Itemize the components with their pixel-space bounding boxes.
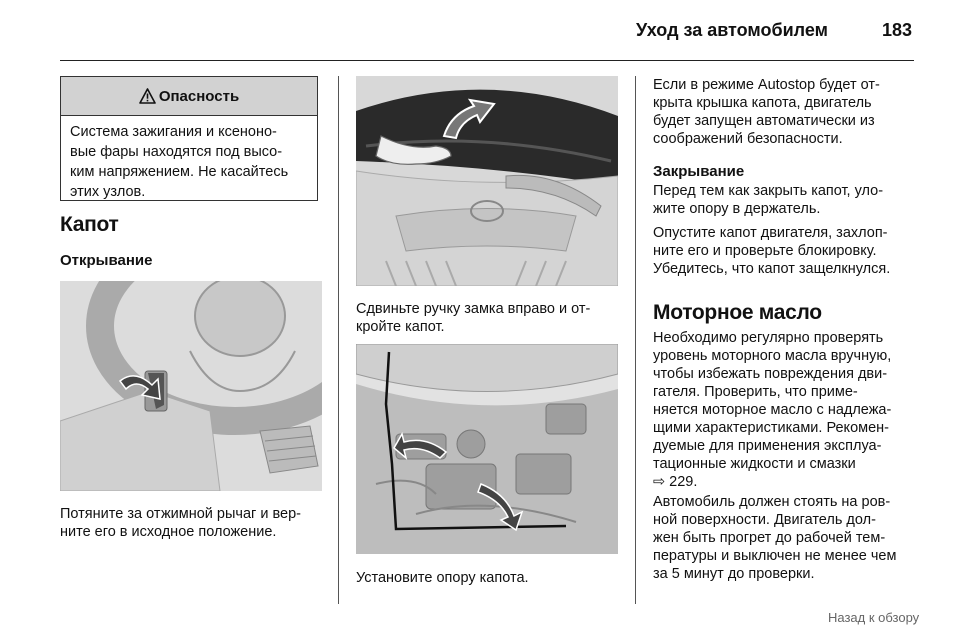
hood-heading: Капот [60, 213, 119, 236]
text-line: чтобы избежать повреждения дви- [653, 366, 888, 382]
hood-prop-rod-illustration [356, 344, 618, 554]
closing-paragraph-2 [653, 224, 890, 278]
closing-paragraph-1 [653, 182, 883, 218]
text-line: кройте капот. [356, 319, 445, 335]
text-line: щими характеристиками. Рекомен- [653, 420, 890, 436]
prop-rod-caption: Установите опору капота. [356, 570, 529, 586]
engine-oil-heading: Моторное масло [653, 301, 822, 324]
text-line: Перед тем как закрыть капот, уло- [653, 183, 884, 199]
text-line: Сдвиньте ручку замка вправо и от- [356, 301, 591, 317]
text-line: жен быть прогрет до рабочей тем- [653, 530, 886, 546]
back-to-overview-link[interactable]: Назад к обзору [828, 610, 920, 625]
text-line: жите опору в держатель. [653, 201, 821, 217]
text-line: Опустите капот двигателя, захлоп- [653, 225, 888, 241]
header-rule [60, 60, 914, 61]
closing-subheading: Закрывание [653, 163, 745, 180]
danger-box-text [61, 116, 317, 208]
text-line: соображений безопасности. [653, 131, 843, 147]
text-line: крыта крышка капота, двигатель [653, 95, 872, 111]
text-line: ной поверхности. Двигатель дол- [653, 512, 876, 528]
page-number: 183 [882, 20, 913, 40]
text-line: Необходимо регулярно проверять [653, 330, 884, 346]
text-line: ните его в исходное положение. [60, 524, 277, 540]
text-line: няется моторное масло с надлежа- [653, 402, 892, 418]
warning-triangle-icon [139, 88, 156, 104]
opening-subheading: Открывание [60, 252, 153, 269]
text-line: за 5 минут до проверки. [653, 566, 815, 582]
text-line: гателя. Проверить, что приме- [653, 384, 858, 400]
engine-oil-paragraph-1 [653, 329, 891, 491]
autostop-paragraph [653, 76, 880, 148]
engine-oil-paragraph-2 [653, 493, 896, 583]
lever-caption [60, 505, 301, 541]
danger-box-title: Опасность [158, 87, 240, 105]
hood-release-lever-illustration [60, 281, 322, 491]
latch-caption [356, 300, 590, 336]
column-divider-2 [635, 76, 636, 604]
danger-box-header [61, 77, 317, 116]
text-line: тационные жидкости и смазки [653, 456, 856, 472]
danger-box [60, 76, 318, 201]
text-line: Убедитесь, что капот защелкнулся. [653, 261, 891, 277]
text-line: Потяните за отжимной рычаг и вер- [60, 506, 301, 522]
page-reference-link[interactable]: ⇨ 229. [653, 474, 698, 490]
text-line: будет запущен автоматически из [653, 113, 875, 129]
text-line: уровень моторного масла вручную, [653, 348, 892, 364]
text-line: этих узлов. [70, 184, 146, 200]
text-line: дуемые для применения эксплуа- [653, 438, 882, 454]
section-title: Уход за автомобилем [636, 20, 828, 40]
text-line: Система зажигания и ксеноно- [70, 124, 277, 140]
hood-latch-illustration [356, 76, 618, 286]
text-line: Автомобиль должен стоять на ров- [653, 494, 891, 510]
column-divider-1 [338, 76, 339, 604]
text-line: Если в режиме Autostop будет от- [653, 77, 880, 93]
hood-latch-figure [356, 76, 618, 286]
hood-prop-rod-figure [356, 344, 618, 554]
text-line: вые фары находятся под высо- [70, 144, 283, 160]
text-line: ните его и проверьте блокировку. [653, 243, 877, 259]
text-line: пературы и выключен не менее чем [653, 548, 897, 564]
text-line: ким напряжением. Не касайтесь [70, 164, 289, 180]
hood-release-lever-figure [60, 281, 322, 491]
